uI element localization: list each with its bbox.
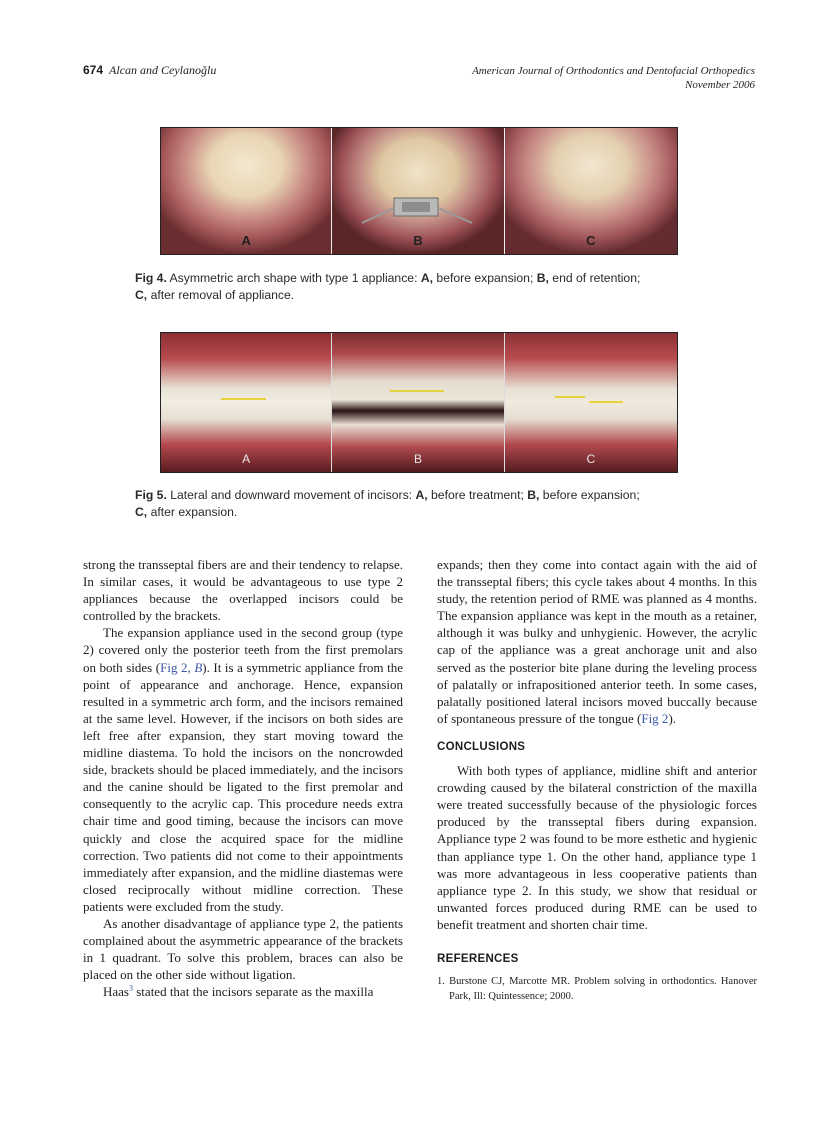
paragraph-text: stated that the incisors separate as the maxilla [133,984,374,1000]
caption-panel-label: B, [536,271,549,285]
body-column-left [83,556,403,1000]
paragraph-text: Haas [103,984,129,1000]
figure-5-caption [135,487,715,521]
body-paragraph [83,983,403,1000]
panel-label: A [241,233,251,248]
body-column-right [437,556,757,1004]
caption-text: after removal of appliance. [147,288,295,302]
paragraph-text: ). [668,710,677,726]
panel-label: A [242,452,251,466]
caption-text: before treatment; [427,488,528,502]
caption-text: Lateral and downward movement of incisors: [166,488,416,502]
body-paragraph [83,624,403,915]
body-paragraph [437,556,757,727]
reference-item: 1. Burstone CJ, Marcotte MR. Problem solving in orthodontics. Hanover Park, Ill: Quintessence; 2000. [437,976,757,1003]
paragraph-text: expands; then they come into contact again with the aid of the transseptal fibers; this cycle takes about 4 months. In this study, the retention period of RME was planned as 4 months. The expansion appliance was kept in the mouth as a retainer, although it was bulky and unhygienic. However, the acrylic cap of the appliance was a great anchorage unit and also served as the posterior bite plane during the leveling process of palatally or infrapositioned anterior teeth. In some cases, palatally positioned lateral incisors moved buccally because of spontaneous pressure of the tongue ( [437,557,757,726]
caption-panel-label: B, [527,488,540,502]
figure-5-panel-a [161,333,332,472]
page-number: 674 [83,63,104,77]
figure-2-link[interactable] [160,660,202,675]
caption-panel-label: C, [135,288,148,302]
figure-5-image [160,332,678,473]
caption-text: after expansion. [147,505,238,519]
link-text: Fig 2, [160,659,191,675]
figure-4-caption [135,270,715,304]
conclusions-heading: CONCLUSIONS [437,740,526,753]
figure-5-panel-b [332,333,504,472]
figure-4-image [160,127,678,255]
caption-panel-label: A, [415,488,428,502]
link-panel-letter: B [190,659,203,675]
journal-title: American Journal of Orthodontics and Dentofacial Orthopedics [472,65,755,77]
panel-label: C [586,452,596,466]
figure-5-panel-c [505,333,677,472]
conclusions-paragraph: With both types of appliance, midline shift and anterior crowding caused by the bilateral constriction of the maxilla were treated successfully because of the physiologic forces produced by the transseptal fibers during expansion. Appliance type 2 was found to be more esthetic and hygienic than appliance type 1. On the other hand, appliance type 1 was more advantageous in less cooperative patients than appliance type 2. In this study, we show that residual or unwanted forces produced during RME can be used to benefit treatment and shorten chair time. [437,763,757,932]
caption-text: Asymmetric arch shape with type 1 appliance: [166,271,421,285]
figure-4-panel-a [161,128,332,254]
caption-text: end of retention; [548,271,641,285]
author-names: Alcan and Ceylanoğlu [109,63,217,77]
figure-4-panel-b [332,128,504,254]
figure-2-link[interactable]: Fig 2 [641,710,669,726]
references-heading: REFERENCES [437,952,519,965]
panel-label: B [414,452,423,466]
panel-label: B [413,233,423,248]
caption-label: Fig 5. [135,488,167,502]
panel-label: C [586,233,596,248]
caption-text: before expansion; [539,488,640,502]
caption-label: Fig 4. [135,271,167,285]
caption-panel-label: A, [420,271,434,285]
running-header-left [83,63,216,78]
paragraph-text: The expansion appliance used in the second group (type 2) covered only the posterior teeth from the first premolars on both sides ( [83,625,403,675]
figure-4-panel-c [505,128,677,254]
body-paragraph: strong the transseptal fibers are and their tendency to relapse. In similar cases, it would be advantageous to use type 2 appliances because the overlapped incisors could be controlled by the brackets. [83,557,403,624]
reference-3-link[interactable]: 3 [129,984,133,994]
paragraph-text: ). It is a symmetric appliance from the point of appearance and anchorage. Hence, expansion resulted in a symmetric arch form, and the incisors remained at the same level. However, if the incisors on both sides are left free after expansion, they start moving toward the midline diastema. To hold the incisors on the noncrowded side, brackets should be placed immediately, and the incisors and the canine should be ligated to the first premolar and consequently to the acrylic cap. This procedure needs extra chair time and good timing, because the incisors can move quickly and close the acquired space for the midline correction. Two patients did not come to their appointments immediately after expansion, and the midline diastemas were closed reciprocally without midline correction. These patients were excluded from the study. [83,659,403,914]
running-header-right [472,64,755,92]
issue-date: November 2006 [685,79,755,91]
body-paragraph: As another disadvantage of appliance type 2, the patients complained about the asymmetric appearance of the brackets in 1 quadrant. To solve this problem, braces can also be placed on the other side without ligation. [83,915,403,983]
caption-text: before expansion; [433,271,537,285]
caption-panel-label: C, [135,505,148,519]
